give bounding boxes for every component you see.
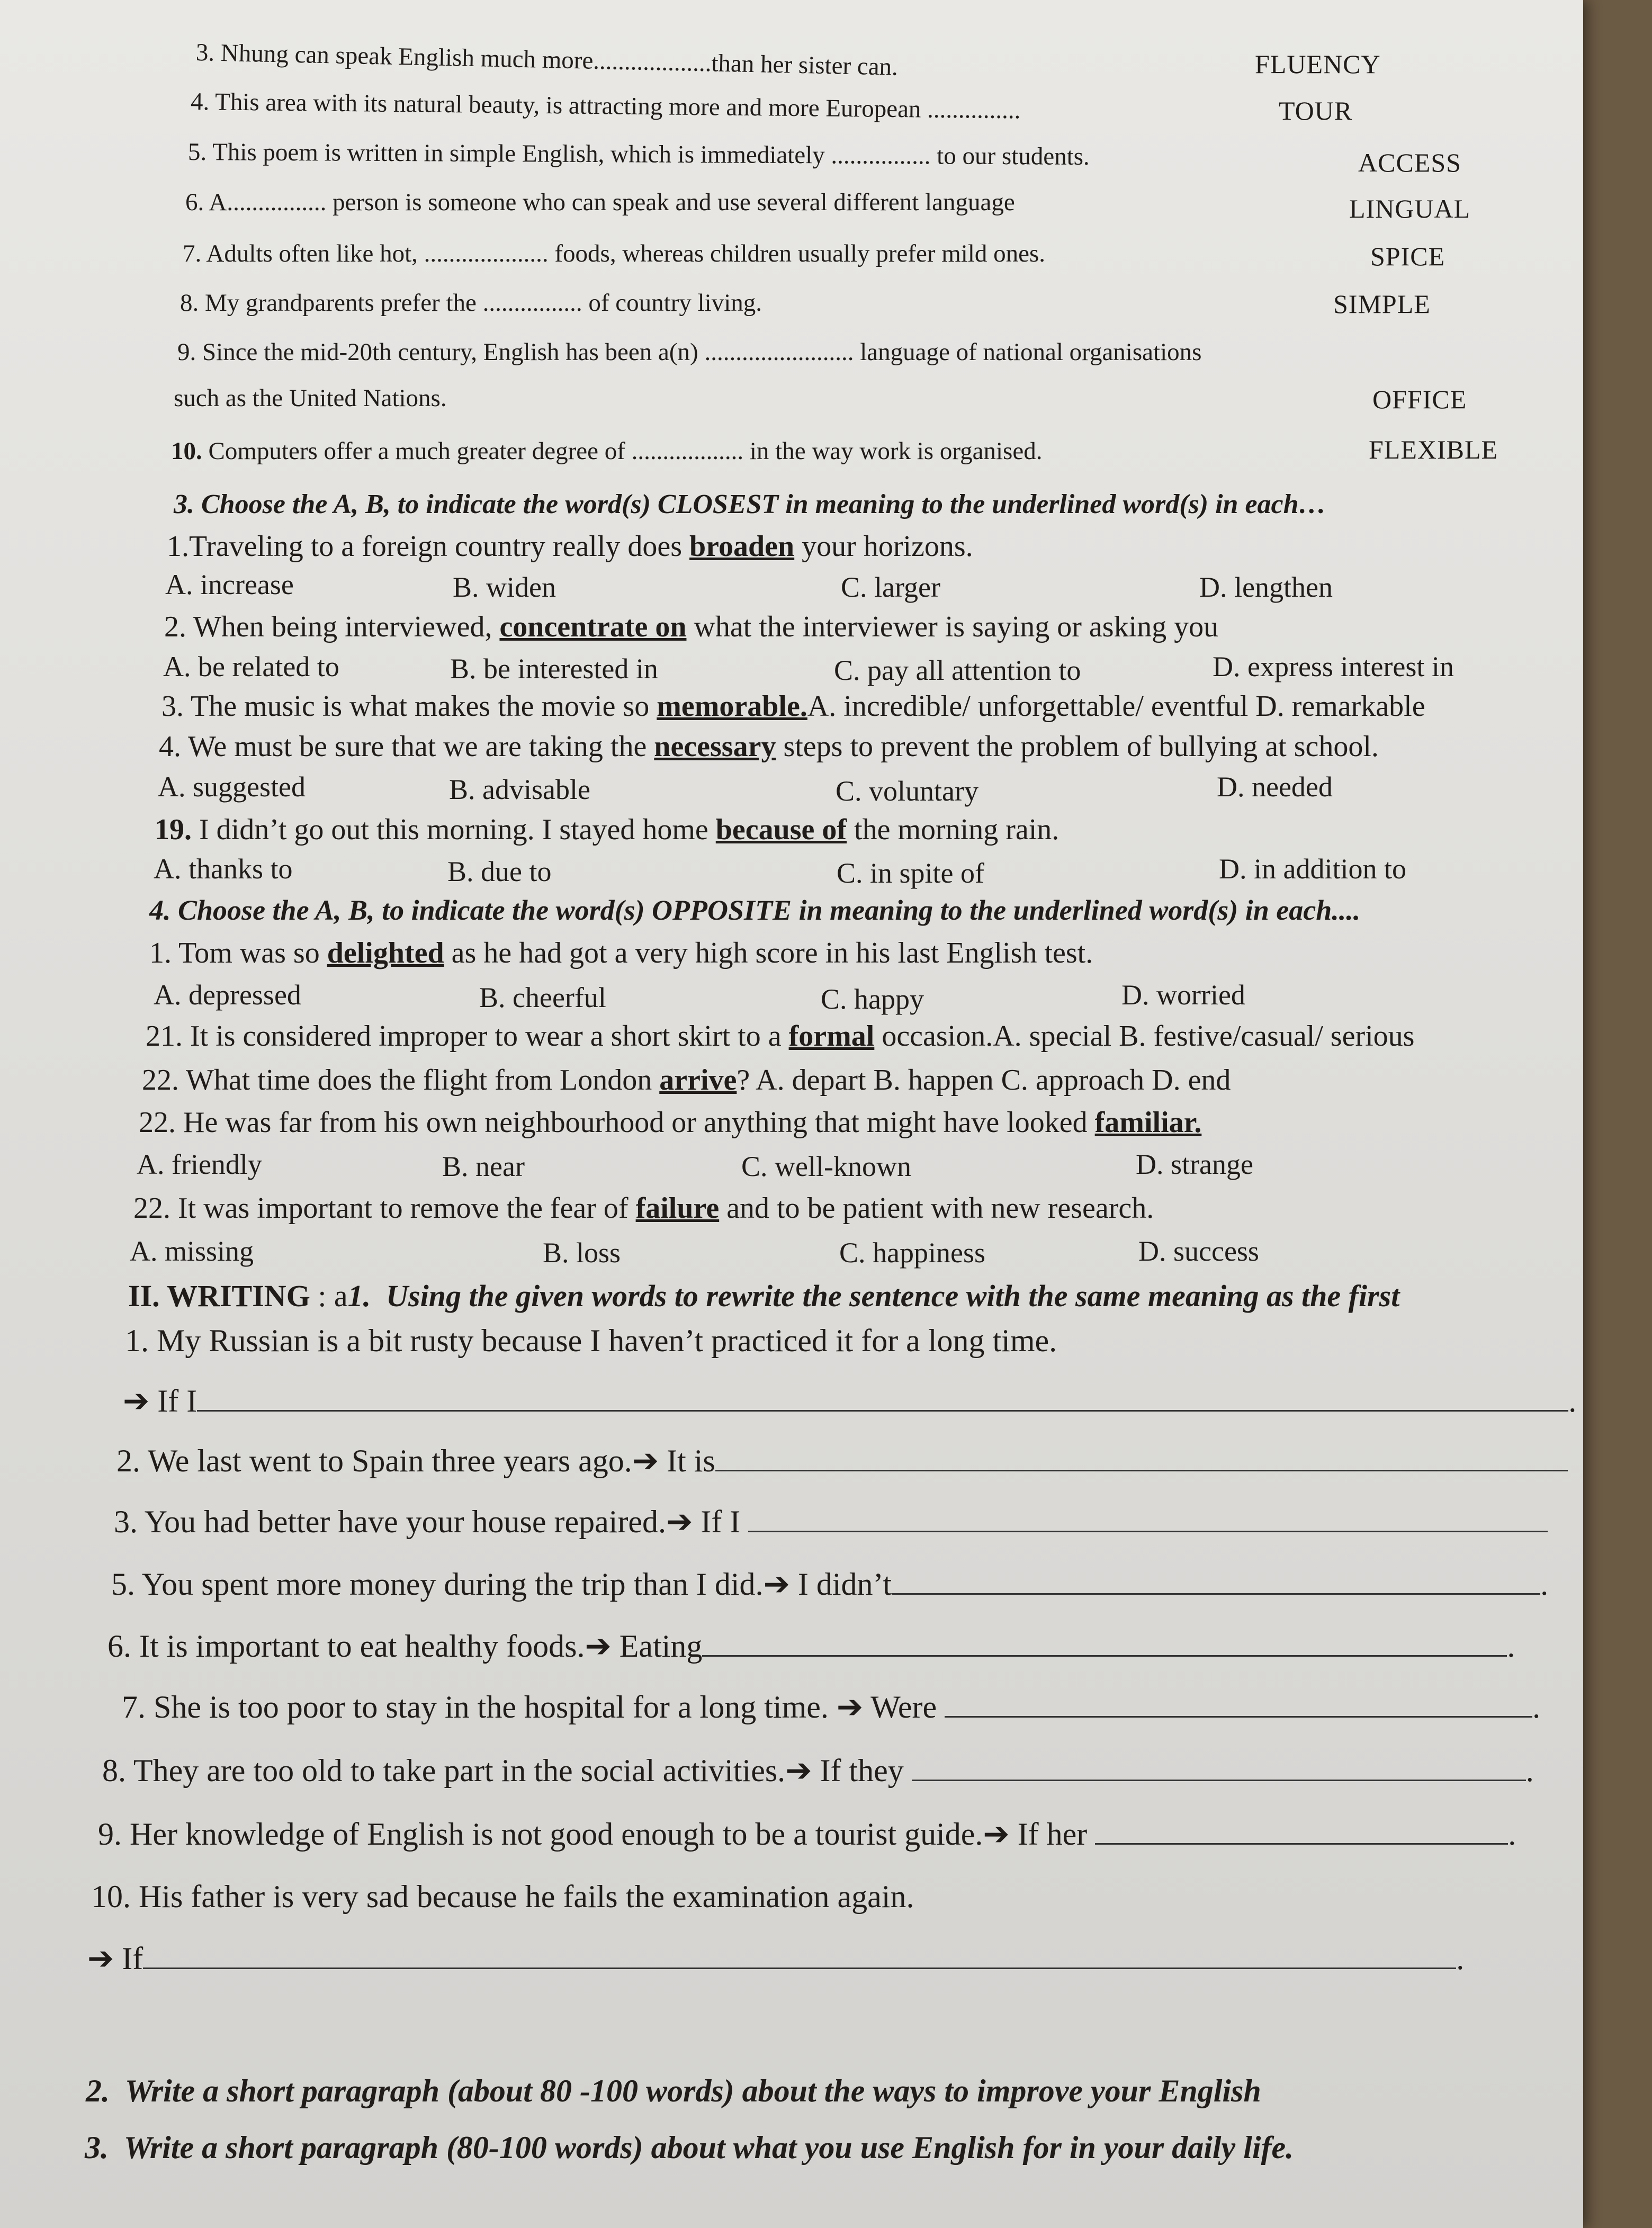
answer-blank[interactable]	[197, 1389, 1568, 1412]
option-a[interactable]: A. thanks to	[154, 853, 293, 885]
word-form-item: 6. A................ person is someone who can speak and use several different language	[185, 188, 1015, 216]
question: 22. It was important to remove the fear of failure and to be patient with new research.	[133, 1192, 1154, 1225]
arrow-icon: ➔	[785, 1752, 812, 1789]
option-d[interactable]: D. express interest in	[1213, 651, 1454, 682]
option-a[interactable]: A. suggested	[158, 771, 306, 803]
arrow-icon: ➔	[666, 1503, 693, 1540]
option-c[interactable]: C. well-known	[741, 1151, 911, 1182]
section-heading: II. WRITING : a1. Using the given words to rewrite the sentence with the same meaning as the first	[128, 1279, 1400, 1313]
option-b[interactable]: B. near	[442, 1151, 525, 1182]
option-a[interactable]: A. missing	[130, 1235, 254, 1267]
option-c[interactable]: C. happy	[821, 983, 924, 1015]
option-d[interactable]: D. lengthen	[1199, 571, 1333, 603]
rewrite-prompt: 1. My Russian is a bit rusty because I haven’t practiced it for a long time.	[125, 1323, 1057, 1358]
arrow-icon: ➔	[585, 1628, 612, 1665]
option-b[interactable]: B. advisable	[449, 774, 590, 805]
option-c[interactable]: C. happiness	[839, 1237, 985, 1269]
option-a[interactable]: A. friendly	[137, 1148, 262, 1180]
rewrite-item: 2. We last went to Spain three years ago.➔ It is	[116, 1443, 1568, 1479]
word-form-item: 4. This area with its natural beauty, is attracting more and more European ...............	[190, 88, 1021, 124]
option-d[interactable]: D. worried	[1121, 979, 1245, 1011]
word-form-item: 8. My grandparents prefer the ................ of country living.	[180, 289, 762, 317]
paragraph-task: 3. Write a short paragraph (80-100 words) about what you use English for in your daily life.	[85, 2130, 1294, 2165]
option-b[interactable]: B. cheerful	[479, 982, 606, 1013]
option-c[interactable]: C. voluntary	[836, 775, 978, 807]
answer-blank[interactable]	[702, 1634, 1507, 1657]
arrow-icon: ➔	[836, 1688, 864, 1726]
option-d[interactable]: D. needed	[1217, 771, 1333, 803]
rewrite-item: 3. You had better have your house repaired.➔ If I	[114, 1504, 1548, 1540]
answer-blank[interactable]	[945, 1695, 1532, 1718]
option-d[interactable]: D. strange	[1136, 1148, 1253, 1180]
rewrite-answer-line: ➔ If I .	[123, 1382, 1577, 1420]
question: 2. When being interviewed, concentrate on what the interviewer is saying or asking you	[164, 610, 1219, 643]
word-form-item: 3. Nhung can speak English much more...................than her sister can.	[195, 39, 899, 81]
word-form-item: 10. Computers offer a much greater degree of .................. in the way work is organised.	[171, 437, 1043, 465]
arrow-icon: ➔	[983, 1816, 1010, 1853]
arrow-icon: ➔	[763, 1566, 790, 1603]
question: 22. What time does the flight from London arrive? A. depart B. happen C. approach D. end	[142, 1064, 1231, 1097]
rewrite-item: 8. They are too old to take part in the social activities.➔ If they .	[102, 1752, 1534, 1789]
keyword: SPICE	[1370, 241, 1446, 271]
rewrite-item: 7. She is too poor to stay in the hospital for a long time. ➔ Were .	[122, 1688, 1541, 1726]
arrow-icon: ➔	[87, 1940, 114, 1977]
option-a[interactable]: A. depressed	[154, 979, 301, 1011]
option-b[interactable]: B. loss	[543, 1237, 621, 1269]
answer-blank[interactable]	[1095, 1822, 1508, 1845]
arrow-icon: ➔	[632, 1442, 659, 1479]
keyword: FLEXIBLE	[1369, 435, 1498, 464]
word-form-item: 5. This poem is written in simple English, which is immediately ................ to our students.	[187, 138, 1090, 170]
keyword: OFFICE	[1372, 384, 1467, 414]
rewrite-answer-line: ➔ If .	[87, 1940, 1465, 1977]
answer-blank[interactable]	[748, 1510, 1548, 1532]
question: 1.Traveling to a foreign country really does broaden your horizons.	[167, 530, 973, 563]
option-c[interactable]: C. in spite of	[837, 857, 984, 889]
option-d[interactable]: D. success	[1138, 1235, 1259, 1267]
question: 21. It is considered improper to wear a short skirt to a formal occasion.A. special B. festive/casual/ serious	[146, 1020, 1415, 1053]
word-form-item: 7. Adults often like hot, .................... foods, whereas children usually prefer mild ones.	[183, 240, 1046, 267]
option-b[interactable]: B. be interested in	[450, 653, 658, 685]
keyword: SIMPLE	[1333, 289, 1431, 319]
keyword: LINGUAL	[1349, 194, 1471, 223]
arrow-icon: ➔	[123, 1382, 150, 1420]
paragraph-task: 2. Write a short paragraph (about 80 -100 words) about the ways to improve your English	[86, 2073, 1261, 2108]
section-heading: 3. Choose the A, B, to indicate the word(s) CLOSEST in meaning to the underlined word(s) in each…	[174, 489, 1326, 519]
question: 19. I didn’t go out this morning. I stayed home because of the morning rain.	[155, 813, 1060, 846]
option-a[interactable]: A. be related to	[163, 651, 339, 682]
rewrite-item: 9. Her knowledge of English is not good enough to be a tourist guide.➔ If her .	[98, 1816, 1516, 1853]
word-form-continuation: such as the United Nations.	[174, 384, 447, 412]
word-form-item: 9. Since the mid-20th century, English has been a(n) ........................ language of national organisations	[177, 338, 1202, 366]
option-c[interactable]: C. pay all attention to	[834, 654, 1081, 686]
answer-blank[interactable]	[892, 1572, 1540, 1595]
section-heading: 4. Choose the A, B, to indicate the word(s) OPPOSITE in meaning to the underlined word(s) in each....	[149, 894, 1361, 926]
option-c[interactable]: C. larger	[841, 571, 940, 603]
option-a[interactable]: A. increase	[165, 569, 294, 600]
option-b[interactable]: B. due to	[447, 856, 552, 887]
question: 1. Tom was so delighted as he had got a very high score in his last English test.	[149, 937, 1093, 969]
question: 4. We must be sure that we are taking the necessary steps to prevent the problem of bullying at school.	[159, 730, 1379, 763]
rewrite-item: 5. You spent more money during the trip than I did.➔ I didn’t .	[111, 1566, 1549, 1603]
keyword: ACCESS	[1358, 148, 1461, 177]
rewrite-item: 6. It is important to eat healthy foods.➔ Eating .	[107, 1628, 1515, 1665]
answer-blank[interactable]	[715, 1449, 1568, 1471]
answer-blank[interactable]	[912, 1758, 1526, 1781]
rewrite-prompt: 10. His father is very sad because he fails the examination again.	[91, 1879, 914, 1914]
option-d[interactable]: D. in addition to	[1219, 853, 1406, 885]
question: 3. The music is what makes the movie so memorable.A. incredible/ unforgettable/ eventful D. remarkable	[161, 690, 1425, 723]
keyword: TOUR	[1279, 96, 1353, 125]
answer-blank[interactable]	[143, 1946, 1456, 1969]
option-b[interactable]: B. widen	[453, 571, 556, 603]
question: 22. He was far from his own neighbourhood or anything that might have looked familiar.	[139, 1106, 1202, 1139]
keyword: FLUENCY	[1255, 49, 1381, 79]
